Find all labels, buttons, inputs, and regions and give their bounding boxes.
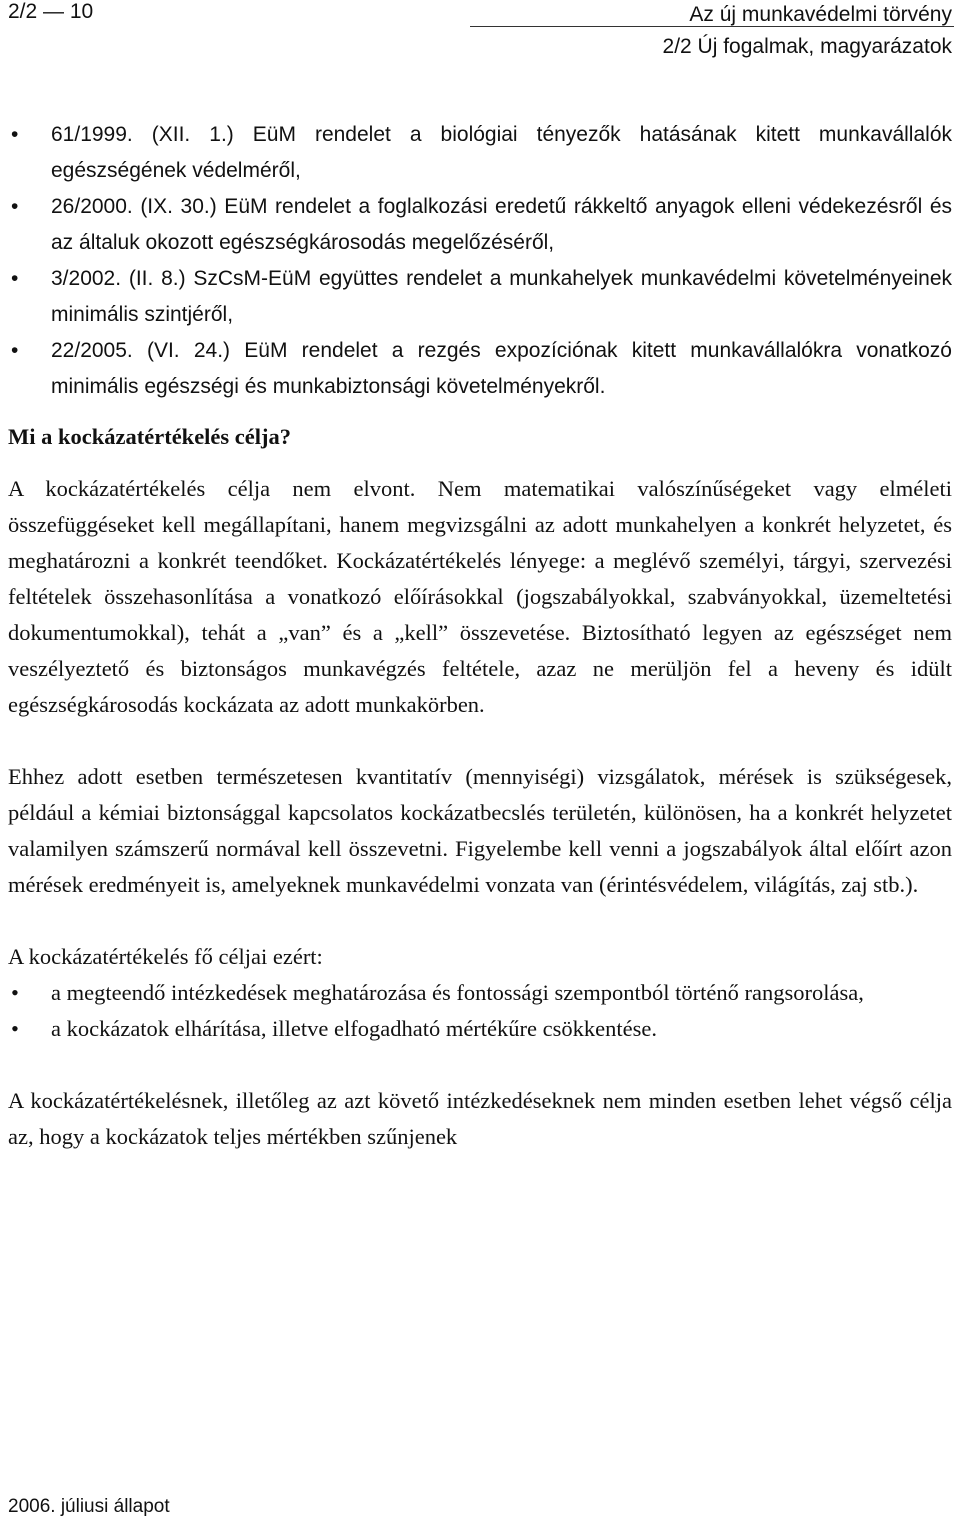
regulation-text: 26/2000. (IX. 30.) EüM rendelet a foglalkozási eredetű rákkeltő anyagok elleni védekezésről és az általuk okozott egészségkárosodás megelőzéséről, [51, 195, 952, 254]
bullet-icon: • [11, 123, 19, 146]
list-item [8, 975, 952, 1011]
header-rule [470, 26, 954, 27]
bullet-icon: • [11, 980, 19, 1005]
section-heading: Mi a kockázatértékelés célja? [8, 424, 292, 449]
bullet-icon: • [11, 1016, 19, 1041]
list-item [8, 261, 952, 333]
page-content [8, 117, 952, 1155]
paragraph-spacer [8, 903, 952, 939]
running-header-title: Az új munkavédelmi törvény [689, 3, 952, 26]
running-header-subtitle: 2/2 Új fogalmak, magyarázatok [662, 35, 952, 58]
body-paragraph: A kockázatértékelésnek, illetőleg az azt követő intézkedéseknek nem minden esetben lehet végső célja az, hogy a kockázatok teljes mértékben szűnjenek [8, 1088, 952, 1149]
body-paragraph: A kockázatértékelés célja nem elvont. Nem matematikai valószínűségeket vagy elméleti összefüggéseket kell megállapítani, hanem megvizsgálni az adott munkahelyen a konkrét helyzetet, és meghatározni a konkrét teendőket. Kockázatértékelés lényege: a meglévő személyi, tárgyi, szervezési feltételek összehasonlítása a vonatkozó előírásokkal (jogszabályokkal, szabványokkal, üzemeltetési dokumentumokkal), tehát a „van” és a „kell” összevetése. Biztosítható legyen az egészséget nem veszélyeztető és biztonságos munkavégzés feltétele, azaz ne merüljön fel a heveny és idült egészségkárosodás kockázata az adott munkakörben. [8, 476, 952, 717]
list-item [8, 189, 952, 261]
goals-list [8, 975, 952, 1047]
list-item [8, 117, 952, 189]
goal-text: a megteendő intézkedések meghatározása és fontossági szempontból történő rangsorolása, [51, 980, 864, 1005]
goal-text: a kockázatok elhárítása, illetve elfogadható mértékűre csökkentése. [51, 1016, 657, 1041]
paragraph-spacer [8, 723, 952, 759]
regulation-text: 22/2005. (VI. 24.) EüM rendelet a rezgés expozíciónak kitett munkavállalókra vonatkozó minimális egészségi és munkabiztonsági követelményekről. [51, 339, 952, 398]
list-item [8, 333, 952, 405]
goals-intro: A kockázatértékelés fő céljai ezért: [8, 944, 323, 969]
list-item [8, 1011, 952, 1047]
page-number: 2/2 — 10 [8, 0, 94, 23]
regulation-text: 3/2002. (II. 8.) SzCsM-EüM együttes rendelet a munkahelyek munkavédelmi követelményeinek minimális szintjéről, [51, 267, 952, 326]
regulation-list [8, 117, 952, 405]
bullet-icon: • [11, 195, 19, 218]
bullet-icon: • [11, 267, 19, 290]
bullet-icon: • [11, 339, 19, 362]
footer-edition: 2006. júliusi állapot [8, 1496, 170, 1517]
running-header [663, 0, 952, 63]
body-paragraph: Ehhez adott esetben természetesen kvantitatív (mennyiségi) vizsgálatok, mérések is szükségesek, például a kémiai biztonsággal kapcsolatos kockázatbecslés területén, különösen, ha a konkrét helyzetet valamilyen számszerű normával kell összevetni. Figyelembe kell venni a jogszabályok által előírt azon mérések eredményeit is, amelyeknek munkavédelmi vonzata van (érintésvédelem, világítás, zaj stb.). [8, 764, 952, 897]
paragraph-spacer [8, 1047, 952, 1083]
regulation-text: 61/1999. (XII. 1.) EüM rendelet a biológiai tényezők hatásának kitett munkavállalók egészségének védelméről, [51, 123, 952, 182]
